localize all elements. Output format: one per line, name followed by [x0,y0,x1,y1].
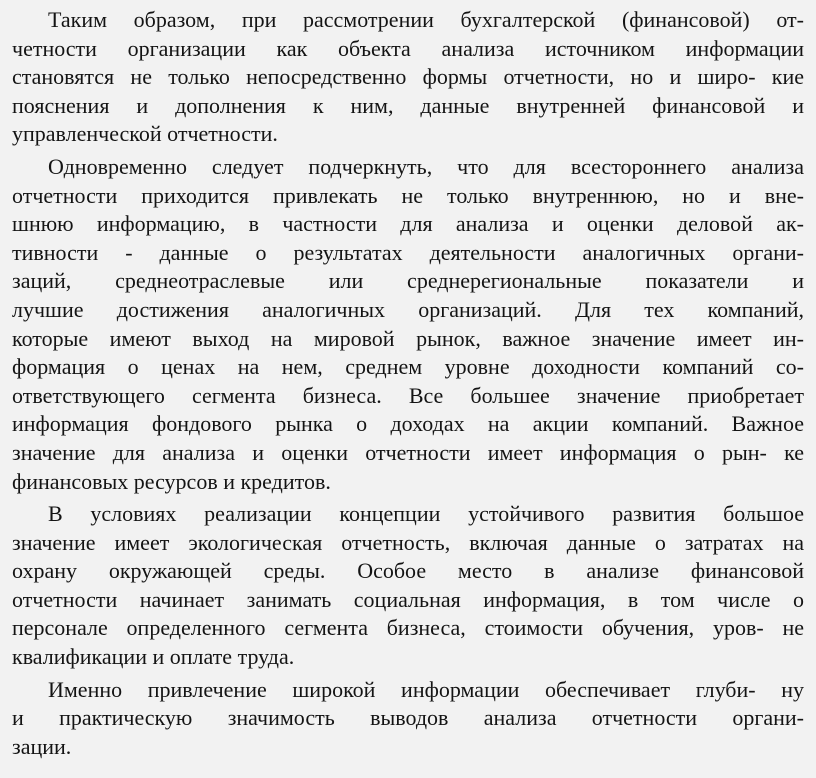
text-line: шнюю информацию, в частности для анализа и оценки деловой ак- [12,211,804,237]
text-line: Одновременно следует подчеркнуть, что для всестороннего анализа [48,153,804,179]
text-line: становятся не только непосредственно формы отчетности, но и широ- кие [12,64,804,90]
text-line: охрану окружающей среды. Особое место в анализе финансовой [12,558,804,584]
document-text [12,6,804,761]
paragraph-3 [12,500,804,672]
text-line: значение для анализа и оценки отчетности имеет информация о рын- ке [12,439,804,465]
text-line: управленческой отчетности. [12,121,278,147]
text-line: которые имеют выход на мировой рынок, важное значение имеет ин- [12,325,804,351]
text-line: пояснения и дополнения к ним, данные внутренней финансовой и [12,92,804,118]
text-line: лучшие достижения аналогичных организаций. Для тех компаний, [12,296,804,322]
text-line: формация о ценах на нем, среднем уровне доходности компаний со- [12,354,804,380]
text-line: отчетности приходится привлекать не только внутреннюю, но и вне- [12,182,804,208]
text-line: отчетности начинает занимать социальная информация, в том числе о [12,586,804,612]
text-line: информация фондового рынка о доходах на акции компаний. Важное [12,411,804,437]
text-line: квалификации и оплате труда. [12,644,295,670]
text-line: и практическую значимость выводов анализа отчетности органи- [12,705,804,731]
text-line: Именно привлечение широкой информации обеспечивает глуби- ну [48,676,804,702]
text-line: Таким образом, при рассмотрении бухгалтерской (финансовой) от- [48,7,804,32]
text-line: тивности - данные о результатах деятельности аналогичных органи- [12,239,804,265]
text-line: зации. [12,733,72,759]
text-line: финансовых ресурсов и кредитов. [12,468,331,494]
text-line: заций, среднеотраслевые или среднерегиональные показатели и [12,268,804,294]
text-line: В условиях реализации концепции устойчивого развития большое [48,501,804,527]
paragraph-1 [12,6,804,149]
paragraph-2 [12,153,804,496]
paragraph-4 [12,676,804,762]
text-line: значение имеет экологическая отчетность, включая данные о затратах на [12,529,804,555]
text-line: ответствующего сегмента бизнеса. Все большее значение приобретает [12,382,804,408]
text-line: персонале определенного сегмента бизнеса, стоимости обучения, уров- не [12,615,804,641]
text-line: четности организации как объекта анализа источником информации [12,35,804,61]
